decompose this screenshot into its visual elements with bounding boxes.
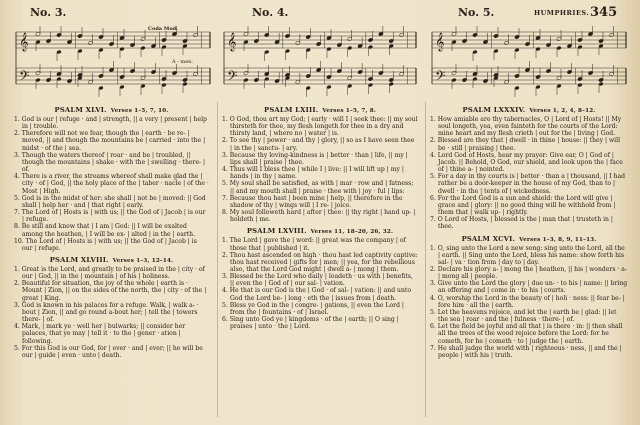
svg-text:𝄞: 𝄞: [435, 32, 445, 51]
psalm-verse: 3. Because thy loving-kindness is | better · than | life, || my | lips shall | praise | thee.: [222, 151, 408, 166]
psalm-verse: 6. Let the field be joyful and all that | is there · in: || then shall all the trees of the wood rejoice before the Lord: for he cometh, for he | cometh · to | judge the | earth.: [430, 323, 623, 345]
psalm-verse-reference: Verses 1–5, 7, 8.: [322, 108, 376, 114]
psalm-verse: 5. My soul shall be satisfied, as with | mar · row and | fatness; || and my mouth shall | praise · thee with | joy · ful | lips:: [222, 180, 414, 195]
psalm-verse: 2. Beautiful for situation, the joy of the whole | earth is · Mount | Zion, || on the sides of the north, the | city · of the | great | King.: [14, 280, 207, 302]
psalm-heading: [14, 106, 209, 114]
psalm-verse: 7. O Lord of Hosts, | blessed is the | man that | trusteth in | thee.: [430, 216, 613, 231]
psalm-verse: 10. The Lord of | Hosts is | with us; || the God of | Jacob | is our | refuge.: [14, 237, 197, 252]
column-divider: [425, 102, 426, 417]
psalm-verse: 1. O, sing unto the Lord a new song: sing unto the Lord, all the | earth. || Sing unto the Lord, bless his name: show forth his sal- | va · tion from | day to | day.: [430, 244, 625, 266]
psalm-heading: [430, 235, 628, 243]
psalm-verse: 1. How amiable are thy tabernacles, O | Lord of | Hosts! || My soul longeth, yea, even fainteth for the courts of the Lord: mine heart and my flesh crieth | out for the | living | God.: [430, 116, 622, 138]
psalm-verse: 4. Lord God of Hosts, hear my prayer: Give ear, O | God of | Jacob. || Behold, O God, our shield, and look upon the | face of | thine a- | nointed.: [430, 151, 623, 174]
psalm-heading: [14, 256, 209, 264]
music-staff-tune-5: [430, 26, 628, 101]
svg-text:𝄢: 𝄢: [227, 68, 238, 87]
psalm-verse: 5. Let the heavens rejoice, and let the | earth be | glad: || let the sea | roar · and the | fulness · there- | of.: [430, 308, 617, 324]
psalm-heading: [222, 227, 418, 235]
psalm-verse: 5. For this God is our God, for | ever · and | ever; || he will be our | guide | even · unto | death.: [14, 344, 203, 359]
psalm-verse: 1. O God, thou art my God; | early · will I | seek thee: || my soul thirsteth for thee, my flesh longeth for thee in a dry and thirsty land, | where no | water | is.: [222, 116, 418, 138]
psalm-title: PSALM LXXXIV.: [462, 106, 526, 114]
psalm-verse: 6. Sing unto God ye | kingdoms · of the | earth; || O sing | praises | unto · the | Lord.: [222, 316, 399, 331]
psalm-verse: 3. Blessed be the Lord who daily | loadeth · us with | benefits, || even the | God of | our sal- | vation.: [222, 273, 413, 288]
psalm-verse: 1. The Lord | gave the | word: || great was the company | of those that | published | it.: [222, 237, 406, 252]
svg-text:𝄞: 𝄞: [227, 32, 237, 51]
svg-text:𝄞: 𝄞: [19, 32, 29, 51]
psalm-verse: 4. Thus will I bless thee | while I | live: || I will lift up | my | hands | in thy | name.: [222, 166, 404, 181]
amen-label: A - men.: [172, 59, 193, 65]
column-divider: [217, 102, 218, 417]
page-header: [0, 6, 640, 20]
psalm-verse: 5. God is in the midst of her: she shall | not be | moved: || God shall | help her · and | that right | early.: [14, 194, 206, 209]
psalm-verse-reference: Verses 1–3, 12–14.: [112, 257, 174, 264]
psalm-verse: 4. O, worship the Lord in the beauty of | holi · ness: || fear be- | fore him · all the | earth.: [430, 294, 625, 309]
tune-number-4: No. 4.: [252, 6, 289, 19]
column-left: [14, 102, 209, 359]
psalm-verse: 5. For a day in thy courts is | better · than a | thousand, || I had rather be a door-keeper in the house of my God, than to | dwell · in the | tents of | wickedness.: [430, 173, 626, 195]
psalm-verse: 2. Thou hast ascended on high · thou hast led captivity captive: thou hast received | gifts for | men; || yea, for the rebellious also, that the Lord God might | dwell a- | mong | them.: [222, 251, 418, 273]
psalm-verse-reference: Verses 1–5, 7, 10.: [110, 108, 169, 114]
psalm-verse: 4. Mark, | mark ye · well her | bulwarks; || consider her palaces, that ye may | tell it · to the | gener · ation | following.: [14, 323, 186, 345]
psalm-verse: 3. Though the waters thereof | roar · and be | troubled, || though the mountains | shake · with the | swelling · there- | of.: [14, 151, 206, 174]
music-staff-tune-3: [14, 26, 212, 101]
psalm-verse: 1. Great is the Lord, and greatly to be praised in the | city · of our | God, || in the | mountain | of his | holiness.: [14, 265, 205, 281]
psalm-heading: [222, 106, 418, 114]
psalm-verse: 4. He that is our God is the | God · of sal- | vation: || and unto God the Lord be- | long · eth the | issues from | death.: [222, 287, 412, 302]
tune-number-5: No. 5.: [458, 6, 495, 19]
psalm-heading: [430, 106, 628, 114]
svg-text:𝄢: 𝄢: [435, 68, 446, 87]
psalm-title: PSALM XLVIII.: [49, 255, 109, 264]
coda-label: Coda Mod.: [148, 26, 178, 32]
psalm-verse: 5. Bless ye God in the | congre- | gations, || even the Lord | from the | fountains · of | Israel.: [222, 301, 404, 316]
psalm-title: PSALM LXIII.: [264, 106, 319, 114]
psalm-verse: 2. Declare his glory a- | mong the | heathen, || his | wonders · a- | mong all | people.: [430, 265, 627, 281]
psalm-title: PSALM LXVIII.: [246, 227, 307, 236]
psalm-verse-reference: Verses 11, 18–20, 26, 32.: [310, 229, 394, 236]
psalm-verse: 6. For the Lord God is a sun and shield: the Lord will give | grace and | glory: || no good thing will he withhold from | them that | walk up- | rightly.: [430, 194, 616, 217]
page-number: 345: [590, 5, 618, 20]
tune-number-3: No. 3.: [30, 6, 67, 19]
psalm-verse: 2. To see thy | power · and thy | glory, || so as I have seen thee | in the | sanctu- | ary.: [222, 137, 415, 152]
psalm-verse: 8. Be still and know that | I am | God: || I will be exalted among the heathen, | I will be ex- | alted | in the | earth.: [14, 223, 196, 238]
column-middle: [222, 102, 418, 330]
psalm-verse: 1. God is our | refuge · and | strength, || a very | present | help in | trouble.: [14, 116, 207, 131]
music-staff-tune-4: [222, 26, 418, 101]
composer-name: HUMPHRIES.: [534, 9, 590, 17]
psalm-verse: 7. He shall judge the world with | righteous · ness, || and the | people | with his | truth.: [430, 344, 622, 359]
column-right: [430, 102, 628, 359]
psalm-verse: 7. The Lord of | Hosts is | with us; || the God of | Jacob | is our | refuge.: [14, 209, 206, 224]
psalm-verse-reference: Verses 1, 2, 4, 8–12.: [529, 108, 596, 114]
psalm-verse-reference: Verses 1–3, 8, 9, 11–13.: [519, 236, 597, 243]
psalm-verse: 4. There is a river, the streams whereof shall make glad the | city · of | God, || the holy place of the | taber · nacle | of the · Most | High.: [14, 173, 209, 195]
psalm-verse: 7. Because thou hast | been mine | help, || therefore in the shadow of thy | wings will | I re- | joice.: [222, 194, 403, 209]
psalm-verse: 8. My soul followeth hard | after | thee: || thy right | hand up- | holdeth | me.: [222, 209, 416, 224]
psalm-title: PSALM XLVI.: [54, 106, 107, 114]
psalm-verse: 3. Give unto the Lord the glory | due un- · to his | name: || bring an offering and | come in · to his | courts.: [430, 280, 628, 295]
psalm-verse: 2. Blessed are they that | dwell · in thine | house: || they | will be · still | praising | thee.: [430, 137, 621, 152]
psalm-verse: 3. God is known in his palaces for a refuge. Walk, | walk a- · bout | Zion, || and go round a-bout her; | tell the | towers there- | of.: [14, 301, 199, 324]
svg-text:𝄢: 𝄢: [19, 68, 30, 87]
psalm-verse: 2. Therefore will not we fear, though the | earth · be re- | moved, || and though the mountains be | carried · into the | midst · of the | sea.: [14, 130, 206, 152]
psalm-title: PSALM XCVI.: [461, 234, 516, 243]
